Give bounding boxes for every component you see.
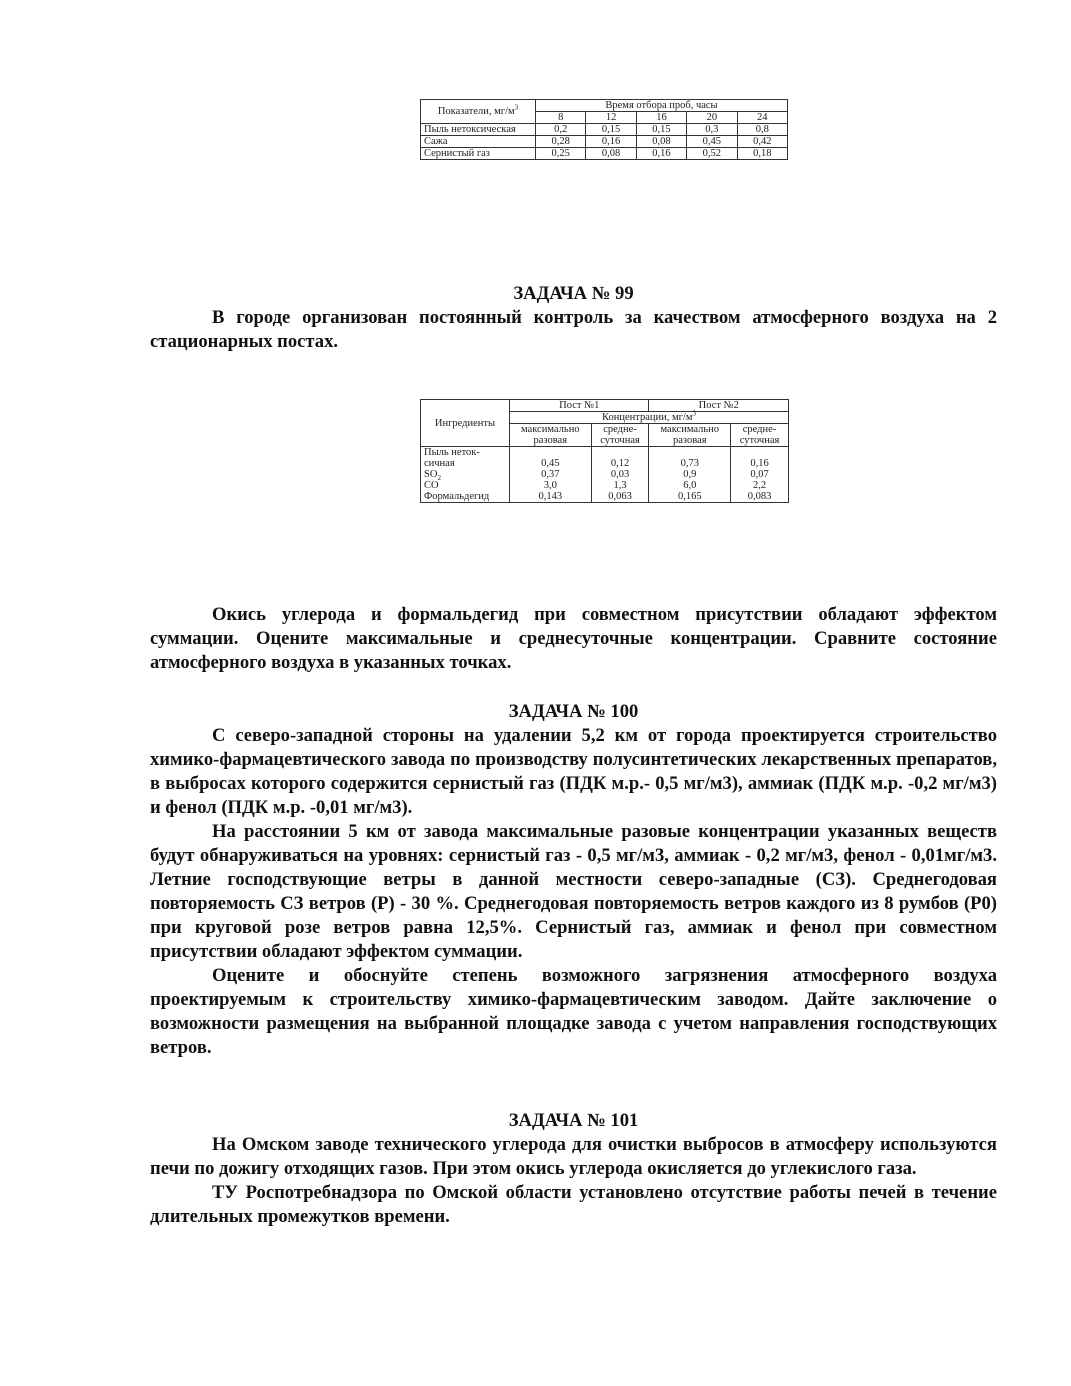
concentration-header: Концентрации, $мг/м^3$ bbox=[510, 412, 789, 424]
task-100-paragraph: Оцените и обоснуйте степень возможного загрязнения атмосферного воздуха проектируемым к строительству химико-фармацевтическим заводом. Дайте заключение о возможности размещения на выбранной площадке завода с учетом направления господствующих ветров. bbox=[150, 965, 997, 1058]
value-cell: 0,18 bbox=[737, 148, 787, 160]
row-label: Пыль нетоксическая bbox=[421, 124, 536, 136]
col-max-header: максимально разовая bbox=[510, 424, 592, 447]
row-label: Сернистый газ bbox=[421, 148, 536, 160]
task-101-section bbox=[150, 1109, 997, 1229]
indicator-header: Показатели, $мг/м^3$ bbox=[421, 100, 536, 124]
value-cell: 0,15 bbox=[636, 124, 686, 136]
value-cell: 0,08 bbox=[636, 136, 686, 148]
value-cell: 0,16 bbox=[586, 136, 636, 148]
post-1-header: Пост №1 bbox=[510, 400, 649, 412]
value-cell: 0,8 bbox=[737, 124, 787, 136]
task-100-title: ЗАДАЧА № 100 bbox=[508, 701, 639, 722]
post-1-avg-values: 0,12 0,03 1,3 0,063 bbox=[591, 447, 649, 503]
time-header: Время отбора проб, часы bbox=[536, 100, 788, 112]
col-avg-header: средне- суточная bbox=[731, 424, 789, 447]
table-row bbox=[421, 148, 788, 160]
task-99-intro: В городе организован постоянный контроль за качеством атмосферного воздуха на 2 стационарных постах. bbox=[150, 307, 997, 352]
row-label: Сажа bbox=[421, 136, 536, 148]
value-cell: 0,3 bbox=[687, 124, 737, 136]
task-99-title: ЗАДАЧА № 99 bbox=[513, 283, 634, 304]
value-cell: 0,28 bbox=[536, 136, 586, 148]
value-cell: 0,25 bbox=[536, 148, 586, 160]
col-avg-header: средне- суточная bbox=[591, 424, 649, 447]
hour-cell: 12 bbox=[586, 112, 636, 124]
concentration-table bbox=[420, 399, 789, 503]
table-row bbox=[421, 124, 788, 136]
hour-cell: 8 bbox=[536, 112, 586, 124]
post-2-max-values: 0,73 0,9 6,0 0,165 bbox=[649, 447, 731, 503]
task-100-paragraph: С северо-западной стороны на удалении 5,2 км от города проектируется строительство химико-фармацевтического завода по производству полусинтетических лекарственных препаратов, в выбросах которого содержится сернистый газ (ПДК м.р.- 0,5 мг/м3), аммиак (ПДК м.р. -0,2 мг/м3) и фенол (ПДК м.р. -0,01 мг/м3). bbox=[150, 725, 997, 818]
task-100-section bbox=[150, 700, 997, 1060]
task-100-paragraph: На расстоянии 5 км от завода максимальные разовые концентрации указанных веществ будут обнаруживаться на уровнях: сернистый газ - 0,5 мг/м3, аммиак - 0,2 мг/м3, фенол - 0,01мг/м3. Летние господствующие ветры в данной местности северо-западные (СЗ). Среднегодовая повторяемость СЗ ветров (Р) - 30 %. Среднегодовая повторяемость ветров каждого из 8 румбов (Р0) при круговой розе ветров равна 12,5%. Сернистый газ, аммиак и фенол при совместном присутствии обладают эффектом суммации. bbox=[150, 821, 997, 962]
value-cell: 0,2 bbox=[536, 124, 586, 136]
task-99-question-text: Окись углерода и формальдегид при совместном присутствии обладают эффектом суммации. Оцените максимальные и среднесуточные концентрации. Сравните состояние атмосферного воздуха в указанных точках. bbox=[150, 604, 997, 673]
task-101-paragraph: ТУ Роспотребнадзора по Омской области установлено отсутствие работы печей в течение длительных промежутков времени. bbox=[150, 1182, 997, 1227]
value-cell: 0,16 bbox=[636, 148, 686, 160]
task-99-section bbox=[150, 282, 997, 354]
table-body bbox=[421, 447, 789, 503]
value-cell: 0,15 bbox=[586, 124, 636, 136]
value-cell: 0,45 bbox=[687, 136, 737, 148]
table-row bbox=[421, 136, 788, 148]
value-cell: 0,52 bbox=[687, 148, 737, 160]
task-101-title: ЗАДАЧА № 101 bbox=[508, 1110, 639, 1131]
ingredient-names: Пыль неток- сичная $SO_2$ CO Формальдегид bbox=[421, 447, 510, 503]
post-1-max-values: 0,45 0,37 3,0 0,143 bbox=[510, 447, 592, 503]
hour-cell: 16 bbox=[636, 112, 686, 124]
ingredients-header: Ингредиенты bbox=[421, 400, 510, 447]
post-2-header: Пост №2 bbox=[649, 400, 789, 412]
value-cell: 0,08 bbox=[586, 148, 636, 160]
hour-cell: 24 bbox=[737, 112, 787, 124]
col-max-header: максимально разовая bbox=[649, 424, 731, 447]
post-2-avg-values: 0,16 0,07 2,2 0,083 bbox=[731, 447, 789, 503]
hour-cell: 20 bbox=[687, 112, 737, 124]
task-99-question bbox=[150, 603, 997, 675]
value-cell: 0,42 bbox=[737, 136, 787, 148]
measurement-table bbox=[420, 99, 788, 160]
task-101-paragraph: На Омском заводе технического углерода для очистки выбросов в атмосферу используются печи по дожигу отходящих газов. При этом окись углерода окисляется до углекислого газа. bbox=[150, 1134, 997, 1179]
